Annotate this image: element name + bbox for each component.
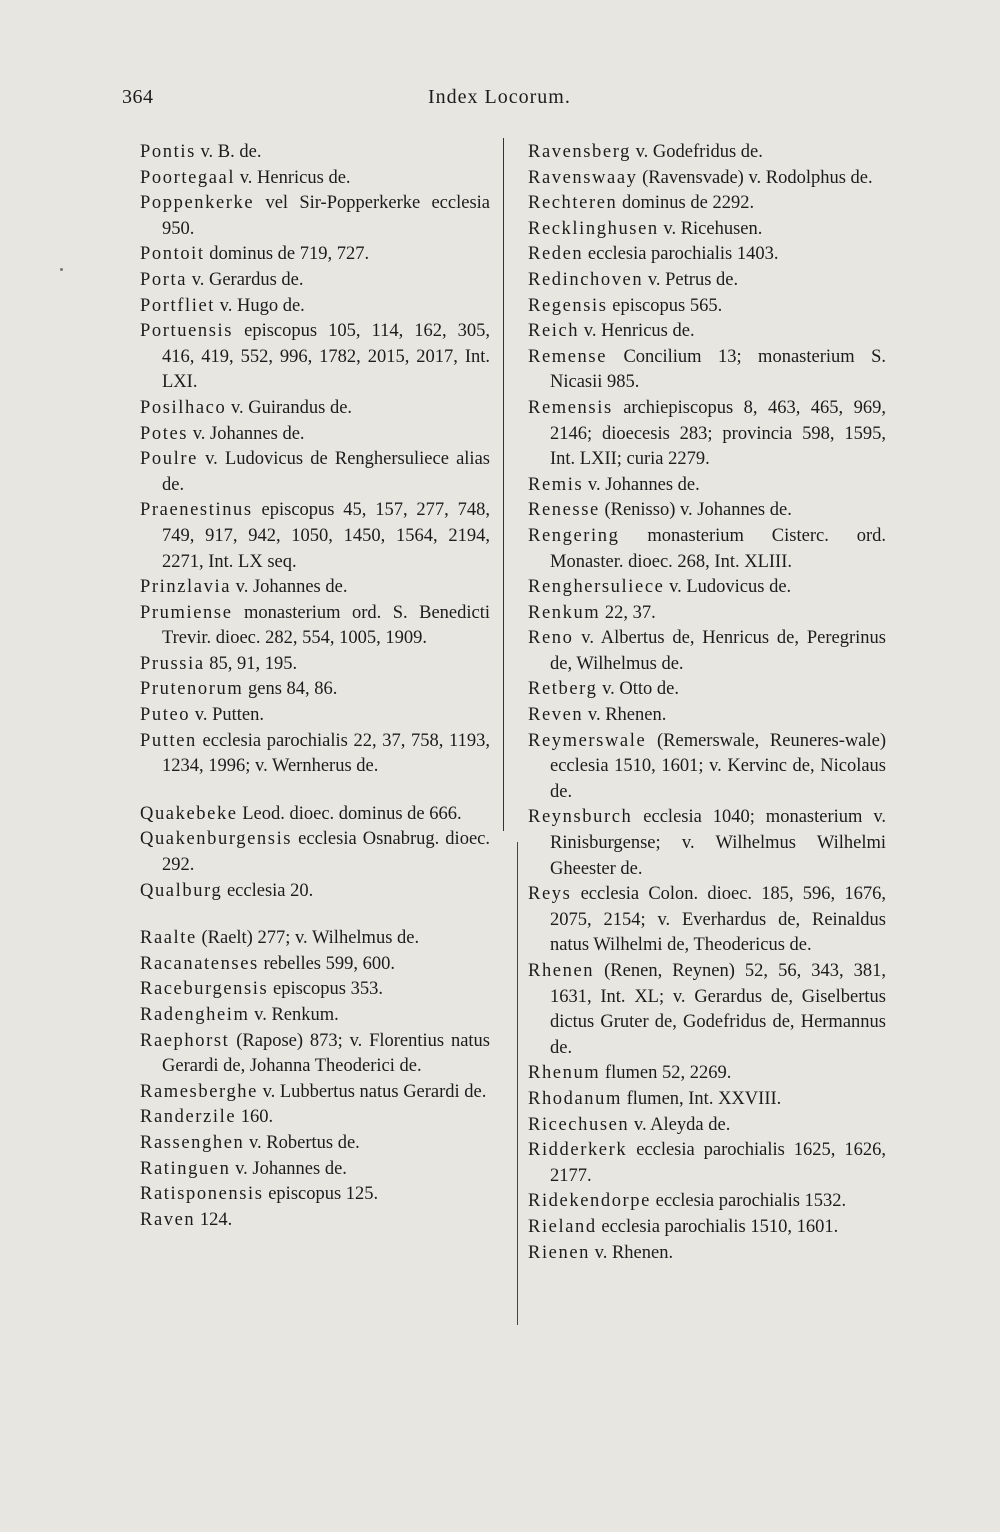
index-entry — [528, 294, 886, 320]
index-headword: Reys — [528, 884, 572, 905]
column-rule — [503, 138, 504, 831]
margin-speck — [60, 268, 63, 271]
index-entry — [528, 345, 886, 396]
index-entry — [140, 166, 490, 192]
index-headword: Ratinguen — [140, 1158, 231, 1179]
index-references: v. Ludovicus de Renghersuliece alias de. — [162, 449, 490, 495]
index-references: episcopus 105, 114, 162, 305, 416, 419, 552, 996, 1782, 2015, 2017, Int. LXI. — [162, 321, 490, 393]
index-entry — [140, 498, 490, 575]
index-headword: Prinzlavia — [140, 577, 232, 598]
index-headword: Pontoit — [140, 244, 205, 265]
index-references: v. Johannes de. — [231, 577, 348, 598]
index-references: v. Robertus de. — [244, 1132, 360, 1153]
index-headword: Ratisponensis — [140, 1184, 264, 1205]
index-entry — [140, 802, 490, 828]
index-entry — [528, 703, 886, 729]
index-references: flumen, Int. XXVIII. — [622, 1088, 782, 1109]
index-headword: Reynsburch — [528, 807, 633, 828]
index-references: episcopus 565. — [607, 295, 723, 316]
index-headword: Reven — [528, 705, 584, 726]
index-headword: Posilhaco — [140, 397, 227, 418]
index-entry — [140, 242, 490, 268]
index-headword: Prumiense — [140, 602, 233, 623]
index-references: v. Aleyda de. — [629, 1114, 731, 1135]
index-references: v. Johannes de. — [583, 474, 700, 495]
index-references: Concilium 13; monasterium S. Nicasii 985. — [550, 346, 886, 393]
index-references: vel Sir-Popperkerke ecclesia 950. — [162, 193, 490, 239]
index-references: episcopus 45, 157, 277, 748, 749, 917, 942, 1050, 1450, 1564, 2194, 2271, Int. LX seq. — [162, 500, 490, 572]
index-references: v. Rhenen. — [590, 1242, 674, 1263]
index-entry — [140, 294, 490, 320]
index-headword: Rhenen — [528, 961, 595, 981]
index-references: (Raelt) 277; v. Wilhelmus de. — [196, 928, 420, 949]
index-entry — [528, 498, 886, 524]
index-entry — [140, 1029, 490, 1080]
index-entry — [140, 447, 490, 498]
index-headword: Rieland — [528, 1216, 597, 1237]
index-references: 85, 91, 195. — [204, 653, 298, 674]
index-references: monasterium ord. S. Benedicti Trevir. dioec. 282, 554, 1005, 1909. — [162, 602, 490, 649]
index-references: episcopus 125. — [263, 1184, 379, 1205]
index-headword: Rengering — [528, 525, 620, 546]
index-entry — [140, 879, 490, 905]
index-references: v. Lubbertus natus Gerardi de. — [257, 1081, 487, 1102]
index-headword: Raceburgensis — [140, 979, 269, 1000]
index-references: v. Johannes de. — [230, 1158, 347, 1179]
index-entry — [140, 1080, 490, 1106]
index-references: ecclesia Colon. dioec. 185, 596, 1676, 2075, 2154; v. Everhardus de, Reinaldus natus Wilhelmi de, Theodericus de. — [550, 884, 886, 956]
index-headword: Racanatenses — [140, 953, 259, 974]
index-references: (Ravensvade) v. Rodolphus de. — [637, 167, 873, 188]
column-rule-lower — [517, 842, 518, 1325]
index-entry — [528, 1061, 886, 1087]
index-references: v. Johannes de. — [188, 423, 305, 444]
index-references: 22, 37. — [600, 602, 656, 623]
index-references: v. Ludovicus de. — [664, 577, 792, 598]
index-entry — [140, 422, 490, 448]
index-references: 160. — [236, 1107, 274, 1128]
index-entry — [528, 1189, 886, 1215]
index-references: v. Petrus de. — [643, 269, 739, 290]
index-entry — [528, 1138, 886, 1189]
index-references: v. Guirandus de. — [226, 397, 353, 418]
index-entry — [140, 652, 490, 678]
index-references: archiepiscopus 8, 463, 465, 969, 2146; dioecesis 283; provincia 598, 1595, Int. LXII; curia 2279. — [550, 397, 886, 470]
index-headword: Portuensis — [140, 321, 234, 342]
index-entry — [528, 601, 886, 627]
index-headword: Prussia — [140, 653, 205, 674]
index-entry — [140, 1208, 490, 1234]
index-references: dominus de 719, 727. — [204, 244, 370, 265]
index-headword: Rienen — [528, 1242, 591, 1263]
index-references: gens 84, 86. — [243, 679, 338, 700]
index-references: v. Henricus de. — [235, 167, 351, 188]
index-headword: Remis — [528, 474, 584, 495]
index-entry — [140, 729, 490, 780]
index-entry — [528, 729, 886, 806]
index-headword: Raalte — [140, 928, 197, 949]
index-headword: Radengheim — [140, 1005, 250, 1025]
index-headword: Poulre — [140, 449, 198, 470]
index-entry — [140, 1182, 490, 1208]
index-references: ecclesia parochialis 1532. — [650, 1191, 847, 1212]
page-number: 364 — [122, 86, 154, 108]
running-head: Index Locorum. — [428, 86, 571, 108]
index-entry — [140, 677, 490, 703]
index-references: v. Otto de. — [597, 679, 679, 700]
index-headword: Randerzile — [140, 1107, 237, 1128]
index-headword: Pontis — [140, 142, 196, 162]
index-references: ecclesia 20. — [222, 880, 314, 901]
index-references: v. B. de. — [195, 142, 262, 162]
index-entry — [528, 575, 886, 601]
index-references: rebelles 599, 600. — [258, 953, 396, 974]
index-headword: Rhenum — [528, 1063, 601, 1084]
index-references: v. Albertus de, Henricus de, Peregrinus de, Wilhelmus de. — [550, 628, 886, 674]
index-entry — [528, 805, 886, 882]
index-references: v. Henricus de. — [579, 321, 695, 342]
index-headword: Renesse — [528, 500, 600, 521]
left-index-column — [140, 140, 490, 1233]
index-references: ecclesia parochialis 22, 37, 758, 1193, 1234, 1996; v. Wernherus de. — [162, 730, 490, 777]
index-entry — [140, 926, 490, 952]
index-references: monasterium Cisterc. ord. Monaster. dioec. 268, Int. XLIII. — [550, 525, 886, 572]
index-entry — [528, 1241, 886, 1267]
index-headword: Portfliet — [140, 295, 216, 316]
index-headword: Remensis — [528, 397, 613, 418]
index-headword: Ravenswaay — [528, 167, 638, 188]
index-headword: Ridekendorpe — [528, 1191, 651, 1212]
index-references: ecclesia Osnabrug. dioec. 292. — [162, 829, 490, 876]
index-references: v. Putten. — [190, 705, 264, 726]
index-entry — [140, 952, 490, 978]
index-entry — [528, 1113, 886, 1139]
index-references: (Remerswale, Reuneres-wale) ecclesia 1510, 1601; v. Kervinc de, Nicolaus de. — [550, 730, 886, 802]
index-headword: Rhodanum — [528, 1088, 622, 1109]
index-entry — [140, 977, 490, 1003]
index-headword: Poppenkerke — [140, 193, 255, 214]
index-references: 124. — [195, 1209, 233, 1230]
index-entry — [528, 242, 886, 268]
index-headword: Reno — [528, 628, 574, 649]
index-entry — [140, 319, 490, 396]
section-gap — [140, 780, 490, 802]
index-headword: Raven — [140, 1209, 196, 1230]
index-references: v. Gerardus de. — [187, 269, 304, 290]
index-headword: Puteo — [140, 705, 191, 726]
index-entry — [528, 524, 886, 575]
index-headword: Putten — [140, 730, 197, 751]
right-index-column — [528, 140, 886, 1266]
index-entry — [140, 1105, 490, 1131]
index-references: ecclesia parochialis 1510, 1601. — [596, 1216, 839, 1237]
index-headword: Recklinghusen — [528, 218, 659, 239]
index-entry — [528, 319, 886, 345]
index-entry — [528, 217, 886, 243]
index-entry — [528, 140, 886, 166]
index-headword: Ridderkerk — [528, 1140, 628, 1161]
index-entry — [140, 1131, 490, 1157]
index-entry — [528, 1215, 886, 1241]
index-headword: Redinchoven — [528, 269, 644, 290]
index-entry — [140, 1157, 490, 1183]
index-references: v. Hugo de. — [215, 295, 305, 316]
index-entry — [528, 268, 886, 294]
index-entry — [140, 827, 490, 878]
index-entry — [528, 1087, 886, 1113]
index-headword: Rechteren — [528, 193, 618, 214]
section-gap — [140, 904, 490, 926]
index-headword: Reich — [528, 321, 580, 342]
index-references: (Renisso) v. Johannes de. — [599, 500, 792, 521]
index-headword: Regensis — [528, 295, 608, 316]
index-headword: Porta — [140, 269, 188, 290]
index-references: (Renen, Reynen) 52, 56, 343, 381, 1631, Int. XL; v. Gerardus de, Giselbertus dictus Gruter de, Godefridus de, Hermannus de. — [550, 961, 886, 1058]
index-headword: Remense — [528, 346, 608, 367]
index-entry — [140, 1003, 490, 1029]
index-headword: Renghersuliece — [528, 577, 665, 598]
index-headword: Poortegaal — [140, 167, 236, 188]
index-headword: Reden — [528, 244, 584, 265]
index-entry — [140, 601, 490, 652]
index-headword: Retberg — [528, 679, 598, 700]
index-references: ecclesia 1040; monasterium v. Rinisburgense; v. Wilhelmus Wilhelmi Gheester de. — [550, 807, 886, 879]
index-references: v. Ricehusen. — [658, 218, 763, 239]
index-references: ecclesia parochialis 1403. — [583, 244, 779, 265]
index-headword: Ramesberghe — [140, 1081, 258, 1102]
index-entry — [140, 140, 490, 166]
index-references: episcopus 353. — [268, 979, 383, 1000]
index-entry — [140, 396, 490, 422]
index-references: dominus de 2292. — [617, 193, 755, 214]
index-headword: Praenestinus — [140, 500, 253, 521]
index-entry — [140, 191, 490, 242]
index-references: v. Godefridus de. — [631, 142, 763, 162]
index-references: v. Renkum. — [249, 1005, 339, 1025]
index-entry — [140, 575, 490, 601]
index-entry — [528, 396, 886, 473]
index-entry — [140, 268, 490, 294]
index-headword: Ricechusen — [528, 1114, 630, 1135]
index-entry — [528, 882, 886, 959]
index-headword: Renkum — [528, 602, 601, 623]
index-headword: Raephorst — [140, 1030, 230, 1051]
index-references: ecclesia parochialis 1625, 1626, 2177. — [550, 1140, 886, 1186]
index-entry — [528, 626, 886, 677]
index-references: flumen 52, 2269. — [600, 1063, 732, 1084]
index-headword: Ravensberg — [528, 142, 631, 162]
index-references: v. Rhenen. — [583, 705, 667, 726]
index-entry — [140, 703, 490, 729]
index-headword: Reymerswale — [528, 730, 647, 751]
index-entry — [528, 166, 886, 192]
index-headword: Potes — [140, 423, 189, 444]
index-entry — [528, 959, 886, 1061]
index-entry — [528, 677, 886, 703]
index-entry — [528, 473, 886, 499]
index-references: Leod. dioec. dominus de 666. — [237, 803, 462, 824]
index-headword: Prutenorum — [140, 679, 244, 700]
index-headword: Qualburg — [140, 880, 223, 901]
index-headword: Quakebeke — [140, 803, 238, 824]
index-references: (Rapose) 873; v. Florentius natus Gerardi de, Johanna Theoderici de. — [162, 1030, 490, 1077]
index-entry — [528, 191, 886, 217]
index-headword: Rassenghen — [140, 1132, 245, 1153]
index-headword: Quakenburgensis — [140, 829, 293, 850]
